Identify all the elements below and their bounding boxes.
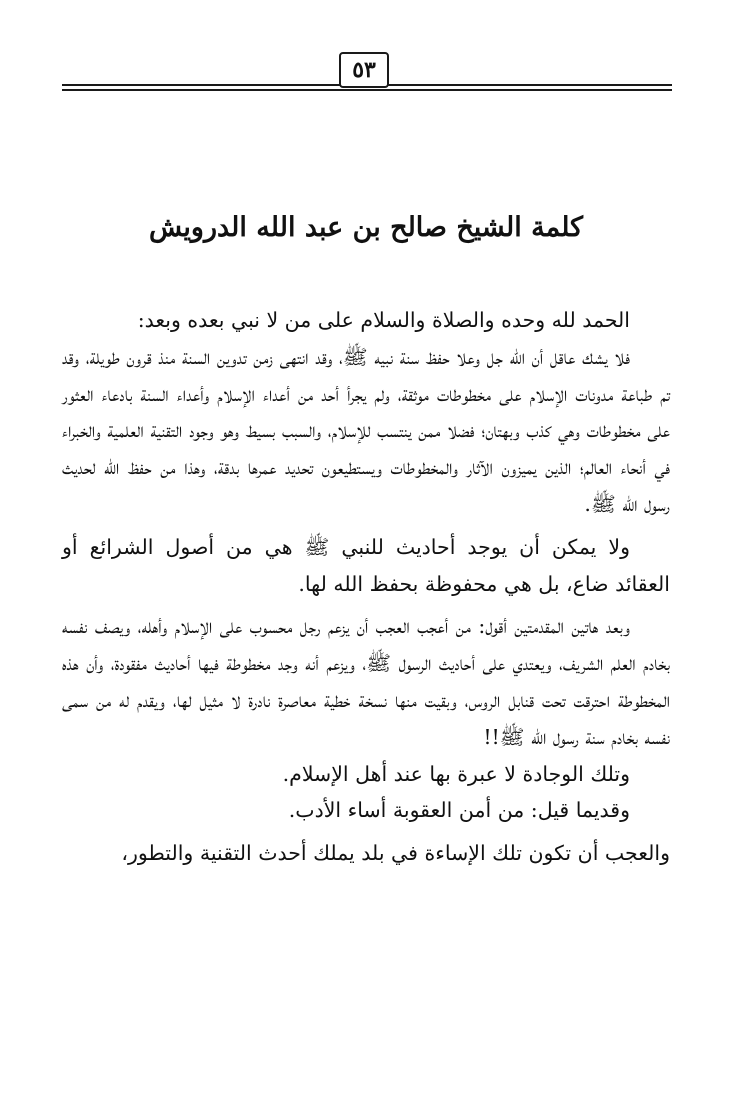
paragraph: والعجب أن تكون تلك الإساءة في بلد يملك أحدث التقنية والتطور، <box>121 841 670 866</box>
paragraph-opening: الحمد لله وحده والصلاة والسلام على من لا نبي بعده وبعد: <box>137 308 630 332</box>
page-number <box>339 52 389 88</box>
paragraph: وقديما قيل: من أمن العقوبة أساء الأدب. <box>288 798 630 823</box>
section-title: كلمة الشيخ صالح بن عبد الله الدرويش <box>148 212 584 243</box>
body-text <box>62 302 670 872</box>
header-rule-bottom <box>62 89 672 91</box>
paragraph: وبعد هاتين المقدمتين أقول: من أعجب العجب أن يزعم رجل محسوب على الإسلام وأهله، ويصف نفسه بخادم العلم الشريف، ويعتدي على أحاديث الرسول ﷺ، ويزعم أنه وجد مخطوطة فيها أحاديث مفقودة، وأن هذه المخطوطة احترقت تحت قنابل الروس، وبقيت منها نسخة خطية معاصرة نادرة لا مثيل لها، ويقدم له من سمى نفسه بخادم سنة رسول الله ﷺ!! <box>62 614 671 749</box>
paragraph: فلا يشك عاقل أن الله جل وعلا حفظ سنة نبيه ﷺ، وقد انتهى زمن تدوين السنة منذ قرون طويلة، وقد تم طباعة مدونات الإسلام على مخطوطات موثقة، ولم يجرأ أحد من أعداء الإسلام وأعداء السنة بادعاء العثور على مخطوطات وهي كذب وبهتان؛ فضلا ممن ينتسب للإسلام، والسبب بسيط وهو وجود التقنية العلمية والخبراء في أنحاء العالم؛ الذين يميزون الآثار والمخطوطات ويستطيعون تحديد عمرها بدقة، وهذا من حفظ الله لحديث رسول الله ﷺ. <box>62 344 670 516</box>
paragraph: ولا يمكن أن يوجد أحاديث للنبي ﷺ هي من أصول الشرائع أو العقائد ضاع، بل هي محفوظة بحفظ الله لها. <box>62 534 670 596</box>
paragraph: وتلك الوجادة لا عبرة بها عند أهل الإسلام. <box>282 761 630 786</box>
page-number-text: ٥٣ <box>352 57 376 83</box>
